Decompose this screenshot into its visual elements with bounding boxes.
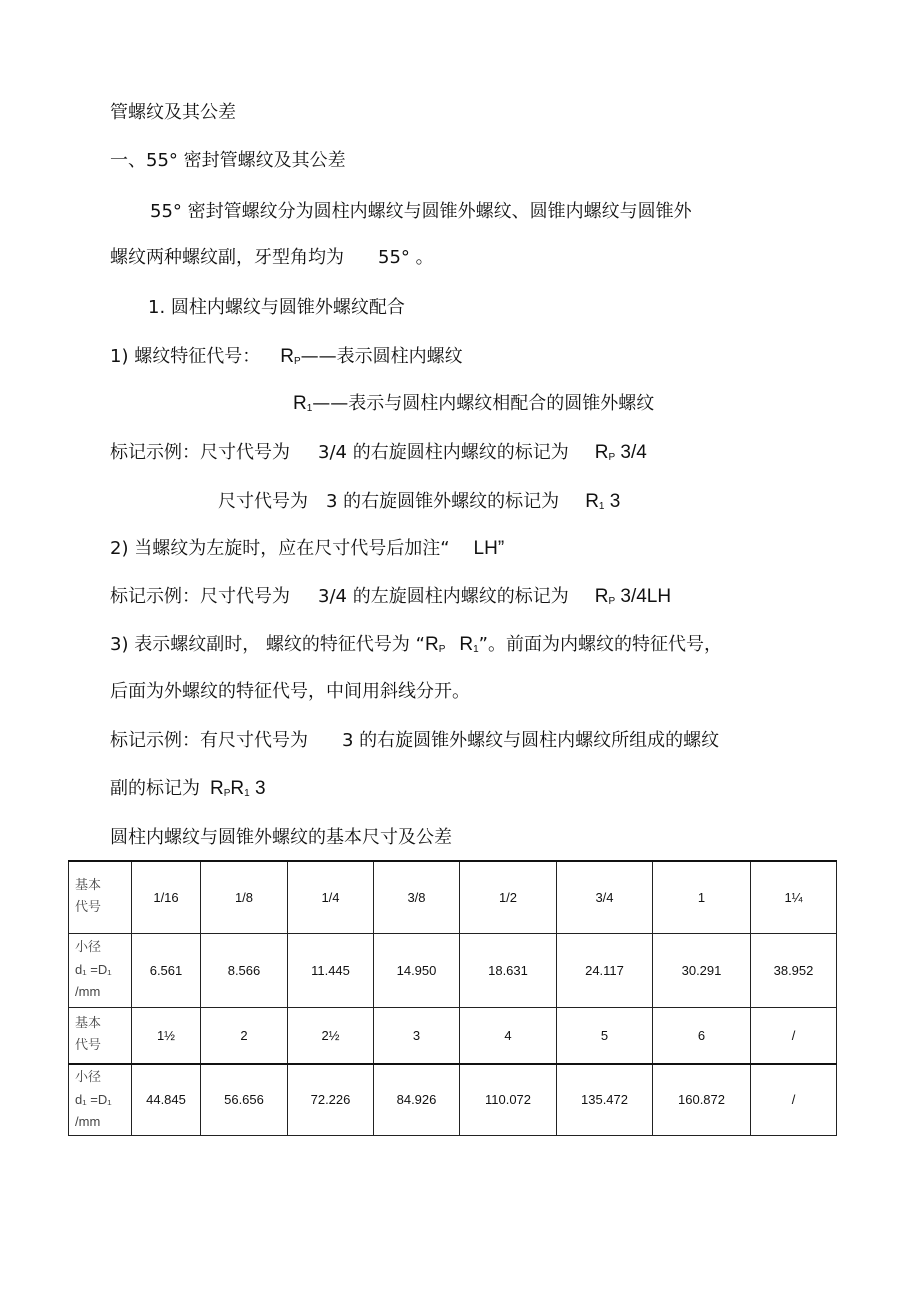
intro-line-1: 55° 密封管螺纹分为圆柱内螺纹与圆锥外螺纹、圆锥内螺纹与圆锥外	[150, 201, 692, 222]
table-cell: 135.472	[557, 1064, 653, 1135]
example-1	[110, 442, 647, 469]
text: 代号	[75, 1038, 102, 1054]
code: R	[230, 778, 245, 799]
table-cell: 1/2	[460, 861, 557, 933]
table-cell: 3/4	[557, 861, 653, 933]
code-r1: R	[293, 393, 307, 414]
section-heading: 一、55° 密封管螺纹及其公差	[110, 150, 346, 171]
table-cell: 3/8	[374, 861, 460, 933]
table-cell: 56.656	[201, 1064, 288, 1135]
text: 2) 当螺纹为左旋时，应在尺寸代号后加注“	[110, 538, 450, 559]
table-cell: 38.952	[751, 933, 837, 1007]
subsection-heading: 1. 圆柱内螺纹与圆锥外螺纹配合	[148, 297, 405, 318]
table-cell: 1/8	[201, 861, 288, 933]
table-cell: 110.072	[460, 1064, 557, 1135]
text: 代号	[75, 900, 102, 916]
text: /mm	[75, 984, 101, 999]
text: 标记示例：尺寸代号为	[110, 586, 290, 607]
text: 标记示例：有尺寸代号为	[110, 730, 308, 751]
subscript: 1	[244, 788, 250, 799]
text: 小径	[75, 940, 102, 955]
text: 1) 螺纹特征代号：	[110, 346, 261, 367]
text: d₁ =D₁	[75, 1091, 112, 1107]
subscript: P	[608, 596, 616, 607]
item-3-line-2: 后面为外螺纹的特征代号，中间用斜线分开。	[110, 681, 470, 702]
text: 副的标记为	[110, 778, 200, 799]
code: R	[594, 586, 609, 607]
table-row	[69, 861, 837, 933]
subscript: P	[223, 788, 231, 799]
table-cell: 4	[460, 1007, 557, 1064]
text: /mm	[75, 1113, 101, 1129]
subscript: P	[293, 356, 301, 367]
subscript: P	[608, 452, 616, 463]
table-cell: 6.561	[132, 933, 201, 1007]
code: R	[210, 778, 224, 799]
intro-line-2	[110, 247, 434, 269]
table-cell: 44.845	[132, 1064, 201, 1135]
item-1-r1	[293, 393, 654, 420]
example-4-line-2	[110, 778, 266, 805]
item-3	[110, 634, 722, 661]
table-cell: 72.226	[288, 1064, 374, 1135]
table-cell: /	[751, 1007, 837, 1064]
table-cell: 1	[653, 861, 751, 933]
text: 3/4 的右旋圆柱内螺纹的标记为	[318, 442, 569, 463]
table-cell: 11.445	[288, 933, 374, 1007]
table-cell: 8.566	[201, 933, 288, 1007]
table-cell: 18.631	[460, 933, 557, 1007]
subscript: 1	[598, 501, 605, 512]
table-cell: 1¼	[751, 861, 837, 933]
table-caption: 圆柱内螺纹与圆锥外螺纹的基本尺寸及公差	[110, 827, 452, 848]
text: LH”	[473, 538, 505, 559]
table-cell: 84.926	[374, 1064, 460, 1135]
code-rp: R	[280, 346, 294, 367]
example-4	[110, 730, 719, 752]
subscript: P	[438, 644, 446, 655]
text: d₁ =D₁	[75, 962, 112, 977]
row-header	[69, 861, 132, 933]
item-2	[110, 538, 504, 560]
row-header	[69, 933, 132, 1007]
text: 3/4LH	[615, 586, 672, 607]
text: ——表示圆柱内螺纹	[300, 346, 463, 367]
table-cell: 6	[653, 1007, 751, 1064]
document-title: 管螺纹及其公差	[110, 102, 236, 123]
table-cell: 160.872	[653, 1064, 751, 1135]
table-cell: /	[751, 1064, 837, 1135]
text: 3	[604, 491, 621, 512]
text: 3 的右旋圆锥外螺纹的标记为	[326, 491, 560, 512]
table-cell: 1/4	[288, 861, 374, 933]
table-row	[69, 933, 837, 1007]
text: 螺纹两种螺纹副，牙型角均为	[110, 247, 344, 268]
example-3	[110, 586, 671, 613]
item-1	[110, 346, 463, 373]
text: 标记示例：尺寸代号为	[110, 442, 290, 463]
table-cell: 5	[557, 1007, 653, 1064]
table-cell: 2½	[288, 1007, 374, 1064]
table-row	[69, 1007, 837, 1064]
subscript: 1	[306, 403, 313, 414]
table-cell: 24.117	[557, 933, 653, 1007]
text: 3) 表示螺纹副时， 螺纹的特征代号为 “	[110, 634, 425, 655]
text: 基本	[75, 878, 102, 894]
table-cell: 2	[201, 1007, 288, 1064]
subscript: 1	[473, 644, 479, 655]
dimension-table	[68, 860, 837, 1136]
code: R	[424, 634, 439, 655]
text: 基本	[75, 1016, 102, 1032]
text: ——表示与圆柱内螺纹相配合的圆锥外螺纹	[312, 393, 655, 414]
row-header	[69, 1007, 132, 1064]
table-cell: 1½	[132, 1007, 201, 1064]
text: 尺寸代号为	[218, 491, 308, 512]
text: 3/4 的左旋圆柱内螺纹的标记为	[318, 586, 569, 607]
text: 3 的右旋圆锥外螺纹与圆柱内螺纹所组成的螺纹	[342, 730, 720, 751]
table-cell: 1/16	[132, 861, 201, 933]
code: R	[594, 442, 609, 463]
table-cell: 30.291	[653, 933, 751, 1007]
table-cell: 3	[374, 1007, 460, 1064]
table-cell: 14.950	[374, 933, 460, 1007]
code: R	[459, 634, 474, 655]
code: R	[585, 491, 599, 512]
text: ”。前面为内螺纹的特征代号，	[478, 634, 722, 655]
text: 小径	[75, 1069, 102, 1085]
text: 55° 。	[378, 247, 434, 268]
table-row	[69, 1064, 837, 1135]
row-header	[69, 1064, 132, 1135]
text: 3	[249, 778, 266, 799]
example-2	[218, 491, 620, 518]
text: 3/4	[615, 442, 647, 463]
